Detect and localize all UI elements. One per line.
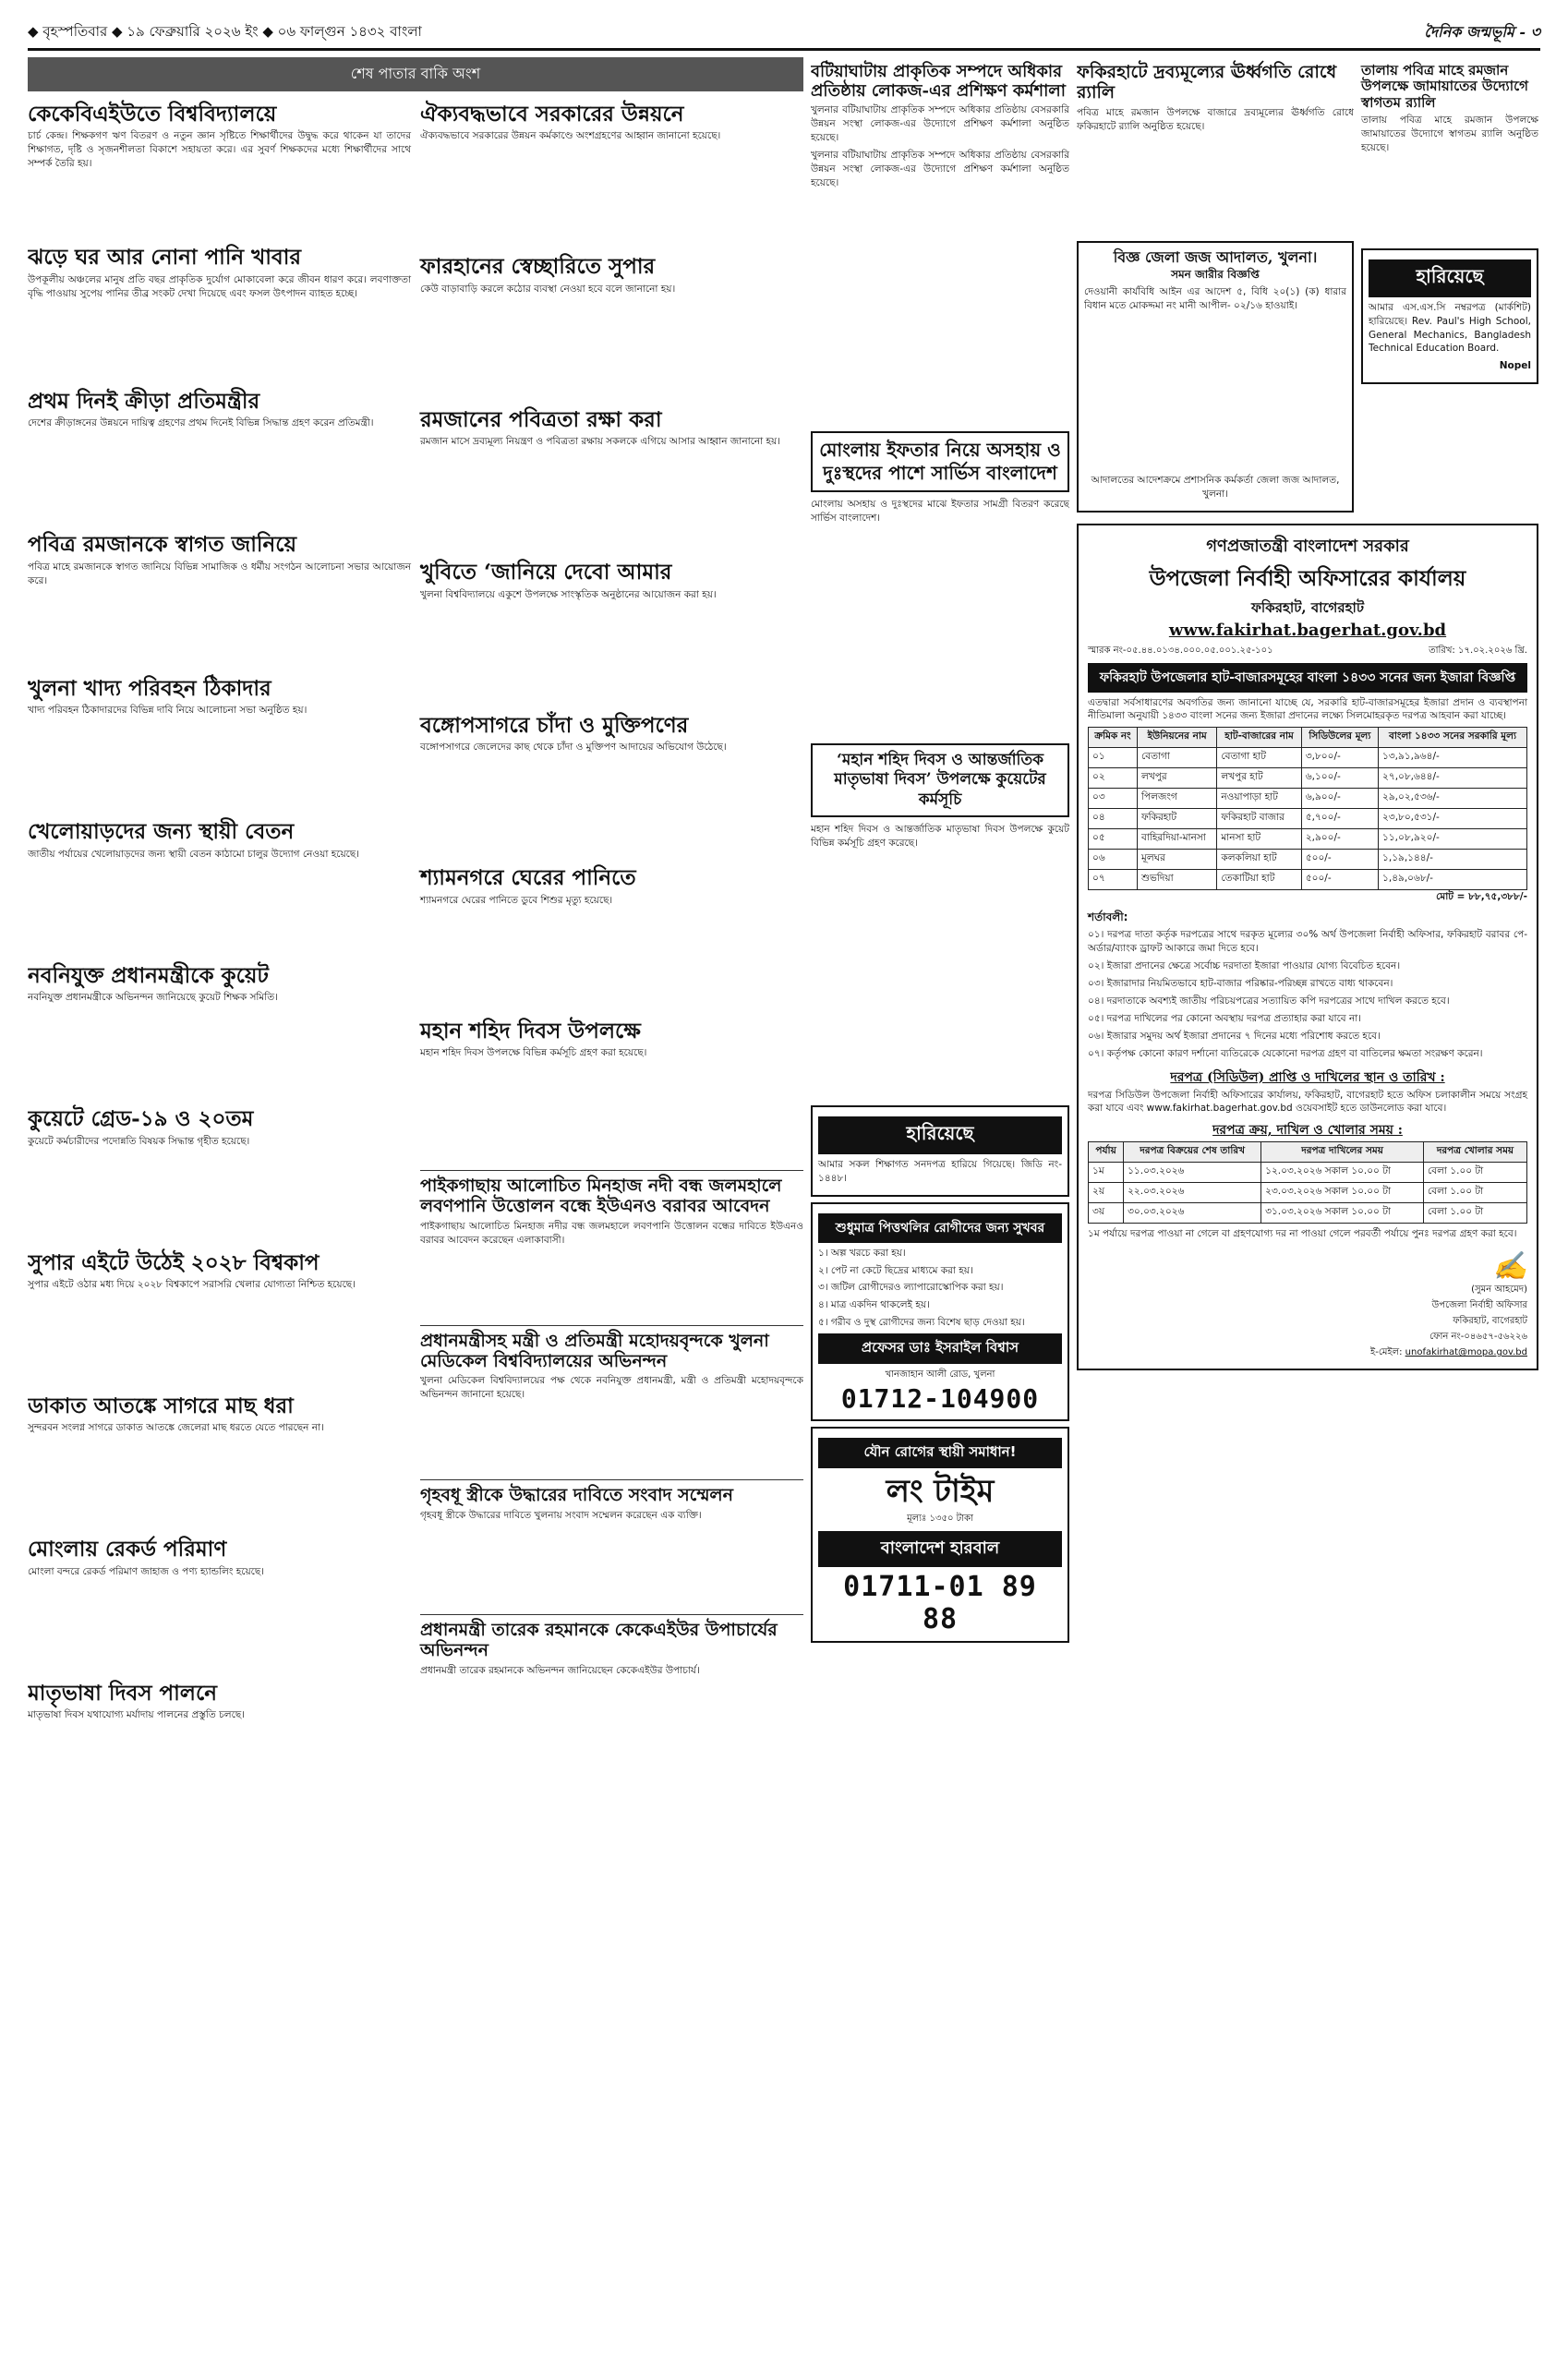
sign-title: উপজেলা নির্বাহী অফিসার xyxy=(1431,1300,1527,1311)
table-cell: ৫০০/- xyxy=(1301,850,1378,870)
article-body: মাতৃভাষা দিবস যথাযোগ্য মর্যাদায় পালনের প্রস্তুতি চলছে। xyxy=(28,1709,245,1721)
table-cell: বাহিরদিয়া-মানসা xyxy=(1138,829,1217,850)
table-header: দরপত্র খোলার সময় xyxy=(1423,1142,1526,1163)
herbal-ad xyxy=(811,1427,1069,1643)
table-row xyxy=(1089,829,1527,850)
lost-notice xyxy=(811,1105,1069,1197)
middle-column xyxy=(811,57,1069,1648)
table-cell: ১,৪৯,০৬৮/- xyxy=(1379,870,1527,890)
table-header: ক্রমিক নং xyxy=(1089,728,1138,748)
article-body: পবিত্র মাহে রমজান উপলক্ষে বাজারে দ্রব্যমূল্যের ঊর্ধ্বগতি রোধে ফকিরহাটে র‍্যালি অনুষ্ঠিত হয়েছে। xyxy=(1077,106,1354,132)
header-masthead: দৈনিক জন্মভূমি - ৩ xyxy=(1424,22,1540,41)
lost-notice-title: হারিয়েছে xyxy=(1369,259,1531,297)
article-body: খুলনার বটিয়াঘাটায় প্রাকৃতিক সম্পদে অধিকার প্রতিষ্ঠায় বেসরকারি উন্নয়ন সংস্থা লোকজ-এর উদ্যোগে প্রশিক্ষণ কর্মশালা অনুষ্ঠিত হয়েছে। xyxy=(811,104,1069,144)
term-item: ০৩। ইজারাদার নিয়মিতভাবে হাট-বাজার পরিষ্কার-পরিচ্ছন্ন রাখতে বাধ্য থাকবেন। xyxy=(1088,978,1393,990)
article-body: খুলনা মেডিকেল বিশ্ববিদ্যালয়ের পক্ষ থেকে নবনিযুক্ত প্রধানমন্ত্রী, মন্ত্রী ও প্রতিমন্ত্রী মহোদয়বৃন্দকে অভিনন্দন জানানো হয়েছে। xyxy=(420,1375,803,1401)
article-body: প্রধানমন্ত্রী তারেক রহমানকে অভিনন্দন জানিয়েছেন কেকেএইউর উপাচার্য। xyxy=(420,1664,700,1676)
section-banner: শেষ পাতার বাকি অংশ xyxy=(28,57,803,91)
table-cell: পিলজংগ xyxy=(1138,789,1217,809)
table-row xyxy=(1089,789,1527,809)
lost-notice-2 xyxy=(1361,248,1538,385)
article-headline: শ্যামনগরে ঘেরের পানিতে xyxy=(420,865,636,891)
table-cell: ০৩ xyxy=(1089,789,1138,809)
table-row xyxy=(1089,1203,1527,1224)
table-cell: ১১,০৮,৯২০/- xyxy=(1379,829,1527,850)
table-cell: ১১.০৩.২০২৬ xyxy=(1124,1163,1261,1183)
article-headline: ফকিরহাটে দ্রব্যমূল্যের ঊর্ধ্বগতি রোধে র‍্যালি xyxy=(1077,62,1337,103)
ad-line: ২। পেট না কেটে ছিদ্রের মাধ্যমে করা হয়। xyxy=(818,1264,973,1276)
table-row xyxy=(1089,1183,1527,1203)
right-column xyxy=(1077,57,1538,1370)
table-cell: বেতাগা xyxy=(1138,748,1217,768)
news-subcolumn-right xyxy=(420,97,803,1823)
email-label: ই-মেইল: xyxy=(1370,1347,1403,1358)
table-cell: ৫,৭০০/- xyxy=(1301,809,1378,829)
table-cell: ২৯,০২,৫৩৬/- xyxy=(1379,789,1527,809)
schedule-body: দরপত্র সিডিউল উপজেলা নির্বাহী অফিসারের কার্যালয়, ফকিরহাট, বাগেরহাট হতে অফিস চলাকালীন সময়ে সংগ্রহ করা যাবে এবং www.fakirhat.bagerhat.gov.bd ওয়েবসাইট হতে ডাউনলোড করা যাবে। xyxy=(1088,1089,1527,1115)
table-row xyxy=(1089,748,1527,768)
table-row xyxy=(1089,1163,1527,1183)
table-cell: নওয়াপাড়া হাট xyxy=(1217,789,1301,809)
table-cell: তেকাটিয়া হাট xyxy=(1217,870,1301,890)
closing-note: ১ম পর্যায়ে দরপত্র পাওয়া না গেলে বা গ্রহণযোগ্য দর না পাওয়া গেলে পরবর্তী পর্যায়ে পুনঃ দরপত্র গ্রহণ করা হবে। xyxy=(1088,1228,1517,1240)
table-cell: লখপুর হাট xyxy=(1217,768,1301,789)
article-headline: বঙ্গোপসাগরে চাঁদা ও মুক্তিপণের xyxy=(420,712,689,738)
table-cell: বেলা ১.০০ টা xyxy=(1423,1183,1526,1203)
article-body: পবিত্র মাহে রমজানকে স্বাগত জানিয়ে বিভিন্ন সামাজিক ও ধর্মীয় সংগঠন আলোচনা সভার আয়োজন করে। xyxy=(28,561,411,586)
article-body-cont: খুলনার বটিয়াঘাটায় প্রাকৃতিক সম্পদে অধিকার প্রতিষ্ঠায় বেসরকারি উন্নয়ন সংস্থা লোকজ-এর উদ্যোগে প্রশিক্ষণ কর্মশালা অনুষ্ঠিত হয়েছে। xyxy=(811,150,1069,188)
article-body: কুয়েটে কর্মচারীদের পদোন্নতি বিষয়ক সিদ্ধান্ত গৃহীত হয়েছে। xyxy=(28,1135,250,1147)
article-body: শ্যামনগরে ঘেরের পানিতে ডুবে শিশুর মৃত্যু হয়েছে। xyxy=(420,894,613,906)
table-cell: ২২.০৩.২০২৬ xyxy=(1124,1183,1261,1203)
divider xyxy=(420,1614,803,1615)
table-cell: ০৭ xyxy=(1089,870,1138,890)
memo-date: তারিখ: ১৭.০২.২০২৬ খ্রি. xyxy=(1429,645,1527,656)
article-headline: মহান শহিদ দিবস উপলক্ষে xyxy=(420,1018,641,1043)
ad-line: ৪। মাত্র একদিন থাকলেই হয়। xyxy=(818,1299,930,1311)
ad-phone: 01712-104900 xyxy=(840,1383,1040,1415)
article-headline: প্রধানমন্ত্রীসহ মন্ত্রী ও প্রতিমন্ত্রী মহোদয়বৃন্দকে খুলনা মেডিকেল বিশ্ববিদ্যালয়ের অভিনন্দন xyxy=(420,1330,769,1371)
table-cell: মূলঘর xyxy=(1138,850,1217,870)
article-body: দেশের ক্রীড়াঙ্গনের উন্নয়নে দায়িত্ব গ্রহণের প্রথম দিনেই বিভিন্ন সিদ্ধান্ত গ্রহণ করেন প্রতিমন্ত্রী। xyxy=(28,417,374,429)
ifter-news-box xyxy=(811,431,1069,492)
table-cell: ২,৯০০/- xyxy=(1301,829,1378,850)
article-body: মহান শহিদ দিবস উপলক্ষে বিভিন্ন কর্মসূচি গ্রহণ করা হয়েছে। xyxy=(420,1047,647,1059)
table-cell: ২৭,০৮,৬৪৪/- xyxy=(1379,768,1527,789)
terms-heading: শর্তাবলী: xyxy=(1088,911,1128,924)
table-cell: ১৩,৯১,৯৬৪/- xyxy=(1379,748,1527,768)
article-body: সুন্দরবন সংলগ্ন সাগরে ডাকাত আতঙ্কে জেলেরা মাছ ধরতে যেতে পারছেন না। xyxy=(28,1422,324,1434)
article-body: খাদ্য পরিবহন ঠিকাদারদের বিভিন্ন দাবি নিয়ে আলোচনা সভা অনুষ্ঠিত হয়। xyxy=(28,705,308,717)
tender-notice xyxy=(1077,524,1538,1371)
article-body: কেউ বাড়াবাড়ি করলে কঠোর ব্যবস্থা নেওয়া হবে বলে জানানো হয়। xyxy=(420,283,676,295)
article-body: উপকূলীয় অঞ্চলের মানুষ প্রতি বছর প্রাকৃতিক দুর্যোগ মোকাবেলা করে জীবন ধারণ করে। লবণাক্ততা বৃদ্ধি পাওয়ায় সুপেয় পানির তীব্র সংকট দেখা দিয়েছে এবং ফসল উৎপাদন ব্যাহত হচ্ছে। xyxy=(28,273,411,299)
article-headline: বটিয়াঘাটায় প্রাকৃতিক সম্পদে অধিকার প্রতিষ্ঠায় লোকজ-এর প্রশিক্ষণ কর্মশালা xyxy=(811,62,1066,101)
ad-company: বাংলাদেশ হারবাল xyxy=(818,1531,1062,1567)
email-link[interactable]: unofakirhat@mopa.gov.bd xyxy=(1405,1347,1527,1358)
gov-line3: ফকিরহাট, বাগেরহাট xyxy=(1250,598,1365,616)
article-headline: প্রধানমন্ত্রী তারেক রহমানকে কেকেএইউর উপাচার্যের অভিনন্দন xyxy=(420,1620,778,1661)
court-signature: আদালতের আদেশক্রমে প্রশাসনিক কর্মকর্তা জেলা জজ আদালত, খুলনা। xyxy=(1091,474,1340,500)
schedule-heading: দরপত্র (সিডিউল) প্রাপ্তি ও দাখিলের স্থান ও তারিখ : xyxy=(1170,1069,1445,1085)
article-headline: সুপার এইটে উঠেই ২০২৮ বিশ্বকাপ xyxy=(28,1249,320,1275)
term-item: ০৬। ইজারার সমুদয় অর্থ ইজারা প্রদানের ৭ দিনের মধ্যে পরিশোধ করতে হবে। xyxy=(1088,1030,1381,1042)
article-headline: পবিত্র রমজানকে স্বাগত জানিয়ে xyxy=(28,532,296,558)
table-cell: বেতাগা হাট xyxy=(1217,748,1301,768)
table-total: মোট = ৮৮,৭৫,৩৮৮/- xyxy=(1436,891,1527,903)
table-header: হাট-বাজারের নাম xyxy=(1217,728,1301,748)
main-news-column xyxy=(28,57,803,1823)
article-headline: ঝড়ে ঘর আর নোনা পানি খাবার xyxy=(28,245,302,271)
page-header xyxy=(28,17,1540,51)
article-headline: ডাকাত আতঙ্কে সাগরে মাছ ধরা xyxy=(28,1393,294,1418)
schedule-table xyxy=(1088,1141,1527,1224)
table-cell: ০২ xyxy=(1089,768,1138,789)
table-cell: লখপুর xyxy=(1138,768,1217,789)
article-body: গৃহবধূ স্ত্রীকে উদ্ধারের দাবিতে খুলনায় সংবাদ সম্মেলন করেছেন এক ব্যক্তি। xyxy=(420,1510,702,1522)
table-cell: ফকিরহাট xyxy=(1138,809,1217,829)
lost-notice-name: Nopel xyxy=(1499,360,1531,372)
ad-line: শুধুমাত্র পিত্তথলির রোগীদের জন্য সুখবর xyxy=(818,1213,1062,1243)
sign-phone: ফোন নং-০৪৬৫৭-৫৬২২৬ xyxy=(1429,1332,1527,1343)
article-headline: খেলোয়াড়দের জন্য স্থায়ী বেতন xyxy=(28,819,295,845)
table-row xyxy=(1089,768,1527,789)
signature-block xyxy=(1088,1250,1527,1361)
table-cell: ৩০.০৩.২০২৬ xyxy=(1124,1203,1261,1224)
table-cell: ১২.০৩.২০২৬ সকাল ১০.০০ টা xyxy=(1261,1163,1424,1183)
table-cell: ২য় xyxy=(1089,1183,1124,1203)
table-cell: ৬,৯০০/- xyxy=(1301,789,1378,809)
table-cell: ৩১.০৩.২০২৬ সকাল ১০.০০ টা xyxy=(1261,1203,1424,1224)
table-header: ইউনিয়নের নাম xyxy=(1138,728,1217,748)
article-headline: নবনিযুক্ত প্রধানমন্ত্রীকে কুয়েট xyxy=(28,962,269,988)
term-item: ০৫। দরপত্র দাখিলের পর কোনো অবস্থায় দরপত্র প্রত্যাহার করা যাবে না। xyxy=(1088,1012,1362,1024)
lost-notice-body: আমার সকল শিক্ষাগত সনদপত্র হারিয়ে গিয়েছে। জিডি নং- ১৪৪৮। xyxy=(818,1158,1062,1184)
table-cell: ২৩,৮০,৫৩১/- xyxy=(1379,809,1527,829)
article-body: রমজান মাসে দ্রব্যমূল্য নিয়ন্ত্রণ ও পবিত্রতা রক্ষায় সকলকে এগিয়ে আসার আহ্বান জানানো হয়। xyxy=(420,436,780,448)
table-cell: ফকিরহাট বাজার xyxy=(1217,809,1301,829)
term-item: ০৪। দরদাতাকে অবশ্যই জাতীয় পরিচয়পত্রের সত্যায়িত কপি দরপত্রের সাথে দাখিল করতে হবে। xyxy=(1088,995,1450,1007)
ad-line: ৫। গরীব ও দুস্থ রোগীদের জন্য বিশেষ ছাড় দেওয়া হয়। xyxy=(818,1317,1025,1329)
table-cell: ৫০০/- xyxy=(1301,870,1378,890)
buy-heading: দরপত্র ক্রয়, দাখিল ও খোলার সময় : xyxy=(1212,1123,1403,1139)
article-headline: প্রথম দিনই ক্রীড়া প্রতিমন্ত্রীর xyxy=(28,388,260,414)
ad-price: মূল্যঃ ১৩৫০ টাকা xyxy=(907,1513,973,1524)
court-body: দেওয়ানী কার্যবিধি আইন এর আদেশ ৫, বিধি ২০(১) (ক) ধারার বিধান মতে মোকদ্দমা নং মানী আপীল- ০২/১৬ হাওয়াই। xyxy=(1084,285,1346,311)
table-cell: বেলা ১.০০ টা xyxy=(1423,1203,1526,1224)
court-notice xyxy=(1077,241,1354,513)
lost-notice-body: আমার এস.এস.সি নম্বরপত্র (মার্কশিট) হারিয়েছে। Rev. Paul's High School, General Mechanics, Bangladesh Technical Education Board. xyxy=(1369,301,1531,355)
gov-line1: গণপ্রজাতন্ত্রী বাংলাদেশ সরকার xyxy=(1206,536,1409,556)
table-cell: শুভদিয়া xyxy=(1138,870,1217,890)
term-item: ০২। ইজারা প্রদানের ক্ষেত্রে সর্বোচ্চ দরদাতা ইজারা পাওয়ার যোগ্য বিবেচিত হবেন। xyxy=(1088,960,1401,972)
table-cell: ১,১৯,১৪৪/- xyxy=(1379,850,1527,870)
article-headline: ‘মহান শহিদ দিবস ও আন্তর্জাতিক মাতৃভাষা দিবস’ উপলক্ষে কুয়েটের কর্মসূচি xyxy=(834,751,1046,809)
table-header: বাংলা ১৪৩৩ সনের সরকারি মূল্য xyxy=(1379,728,1527,748)
term-item: ০৭। কর্তৃপক্ষ কোনো কারণ দর্শানো ব্যতিরেকে যেকোনো দরপত্র গ্রহণ বা বাতিলের ক্ষমতা সংরক্ষণ করেন। xyxy=(1088,1047,1483,1059)
divider xyxy=(420,1479,803,1480)
article-headline: রমজানের পবিত্রতা রক্ষা করা xyxy=(420,406,662,432)
tender-intro: এতদ্বারা সর্বসাধারণের অবগতির জন্য জানানো যাচ্ছে যে, সরকারি হাট-বাজারসমূহের ইজারা প্রদান ও ব্যবস্থাপনা নীতিমালা অনুযায়ী ১৪৩৩ বাংলা সনের জন্য ইজারা প্রদানের লক্ষ্যে সিলমোহরকৃত দরপত্র আহবান করা যাচ্ছে। xyxy=(1088,696,1527,722)
table-row xyxy=(1089,809,1527,829)
article-headline: খুলনা খাদ্য পরিবহন ঠিকাদার xyxy=(28,675,271,701)
article-body: জাতীয় পর্যায়ের খেলোয়াড়দের জন্য স্থায়ী বেতন কাঠামো চালুর উদ্যোগ নেওয়া হয়েছে। xyxy=(28,848,359,860)
table-cell: কলকলিয়া হাট xyxy=(1217,850,1301,870)
article-headline: গৃহবধূ স্ত্রীকে উদ্ধারের দাবিতে সংবাদ সম্মেলন xyxy=(420,1485,733,1506)
divider xyxy=(420,1170,803,1171)
sign-name: (সুমন আহমেদ) xyxy=(1471,1285,1527,1296)
table-cell: মানসা হাট xyxy=(1217,829,1301,850)
table-cell: ২৩.০৩.২০২৬ সকাল ১০.০০ টা xyxy=(1261,1183,1424,1203)
table-cell: ০৪ xyxy=(1089,809,1138,829)
article-body: খুলনা বিশ্ববিদ্যালয়ে একুশে উপলক্ষে সাংস্কৃতিক অনুষ্ঠানের আয়োজন করা হয়। xyxy=(420,588,717,600)
table-row xyxy=(1089,870,1527,890)
signature-mark: ✍ xyxy=(1492,1250,1527,1284)
news-subcolumn-left xyxy=(28,97,411,1823)
gov-website-link[interactable]: www.fakirhat.bagerhat.gov.bd xyxy=(1168,620,1447,640)
terms-list xyxy=(1088,928,1527,1060)
table-cell: ০৬ xyxy=(1089,850,1138,870)
article-headline: ফারহানের স্বেচ্ছারিতে সুপার xyxy=(420,254,656,280)
ad-address: খানজাহান আলী রোড, খুলনা xyxy=(885,1369,995,1381)
table-header: সিডিউলের মূল্য xyxy=(1301,728,1378,748)
table-cell: ০৫ xyxy=(1089,829,1138,850)
tala-article xyxy=(1361,57,1538,518)
table-cell: বেলা ১.০০ টা xyxy=(1423,1163,1526,1183)
rally-article xyxy=(1077,57,1354,518)
table-row xyxy=(1089,850,1527,870)
lost-notice-title: হারিয়েছে xyxy=(818,1116,1062,1154)
gov-line2: উপজেলা নির্বাহী অফিসারের কার্যালয় xyxy=(1149,565,1466,591)
table-header: দরপত্র দাখিলের সময় xyxy=(1261,1142,1424,1163)
kuet-program-box xyxy=(811,743,1069,817)
article-body: মোংলা বন্দরে রেকর্ড পরিমাণ জাহাজ ও পণ্য হ্যান্ডলিং হয়েছে। xyxy=(28,1565,264,1577)
ad-title: যৌন রোগের স্থায়ী সমাধান! xyxy=(818,1438,1062,1468)
article-headline: ঐক্যবদ্ধভাবে সরকারের উন্নয়নে xyxy=(420,102,684,127)
article-headline: মোংলায় রেকর্ড পরিমাণ xyxy=(28,1537,227,1562)
article-body: সুপার এইটে ওঠার মধ্য দিয়ে ২০২৮ বিশ্বকাপে সরাসরি খেলার যোগ্যতা নিশ্চিত হয়েছে। xyxy=(28,1278,356,1290)
table-header: পর্যায় xyxy=(1089,1142,1124,1163)
ad-brand: লং টাইম xyxy=(886,1473,995,1511)
article-headline: কুয়েটে গ্রেড-১৯ ও ২০তম xyxy=(28,1106,254,1132)
article-headline: খুবিতে ‘জানিয়ে দেবো আমার xyxy=(420,560,672,585)
article-headline: মোংলায় ইফতার নিয়ে অসহায় ও দুঃস্থদের পাশে সার্ভিস বাংলাদেশ xyxy=(819,439,1061,485)
article-body: বঙ্গোপসাগরে জেলেদের কাছ থেকে চাঁদা ও মুক্তিপণ আদায়ের অভিযোগ উঠেছে। xyxy=(420,742,727,754)
memo-number: স্মারক নং-০৫.৪৪.০১৩৪.০০০.০৫.০০১.২৫-১০১ xyxy=(1088,645,1273,656)
article-body: চার্চ কেন্দ্র। শিক্ষকগণ ঋণ বিতরণ ও নতুন জ্ঞান সৃষ্টিতে শিক্ষার্থীদের উদ্বুদ্ধ করে থাকেন যা তাদের শিক্ষাগত, দৃষ্টি ও সৃজনশীলতা বিকাশে সহায়তা করে। এর সুবর্ণ শিক্ষকদের মধ্যে শিক্ষার্থীদের সাথে সম্পর্ক তৈরি হয়। xyxy=(28,130,411,170)
table-cell: ০১ xyxy=(1089,748,1138,768)
article-body: মহান শহিদ দিবস ও আন্তর্জাতিক মাতৃভাষা দিবস উপলক্ষে কুয়েট বিভিন্ন কর্মসূচি গ্রহণ করেছে। xyxy=(811,823,1069,849)
article-body: ঐক্যবদ্ধভাবে সরকারের উন্নয়ন কর্মকাণ্ডে অংশগ্রহণের আহ্বান জানানো হয়েছে। xyxy=(420,130,721,142)
court-title: বিজ্ঞ জেলা জজ আদালত, খুলনা। xyxy=(1113,247,1318,266)
clinic-ad xyxy=(811,1202,1069,1422)
ad-line: ৩। জটিল রোগীদেরও ল্যাপারোস্কোপিক করা হয়। xyxy=(818,1282,1004,1294)
table-header: দরপত্র বিক্রয়ের শেষ তারিখ xyxy=(1124,1142,1261,1163)
term-item: ০১। দরপত্র দাতা কর্তৃক দরপত্রের সাথে দরকৃত মূল্যের ৩০% অর্থ উপজেলা নির্বাহী অফিসার, ফকিরহাট বরাবর পে-অর্ডার/ব্যাংক ড্রাফট আকারে জমা দিতে হবে। xyxy=(1088,929,1527,955)
market-table xyxy=(1088,727,1527,890)
sign-place: ফকিরহাট, বাগেরহাট xyxy=(1453,1316,1527,1327)
article-headline: মাতৃভাষা দিবস পালনে xyxy=(28,1680,217,1706)
table-cell: ৩য় xyxy=(1089,1203,1124,1224)
header-date: ◆ বৃহস্পতিবার ◆ ১৯ ফেব্রুয়ারি ২০২৬ ইং ◆ ০৬ ফাল্গুন ১৪৩২ বাংলা xyxy=(28,22,422,40)
article-body: তালায় পবিত্র মাহে রমজান উপলক্ষে জামায়াতের উদ্যোগে স্বাগতম র‍্যালি অনুষ্ঠিত হয়েছে। xyxy=(1361,114,1538,153)
table-cell: ৩,৮০০/- xyxy=(1301,748,1378,768)
ad-doctor: প্রফেসর ডাঃ ইসরাইল বিশ্বাস xyxy=(818,1333,1062,1364)
table-cell: ১ম xyxy=(1089,1163,1124,1183)
divider xyxy=(420,1325,803,1326)
article-body: নবনিযুক্ত প্রধানমন্ত্রীকে অভিনন্দন জানিয়েছে কুয়েট শিক্ষক সমিতি। xyxy=(28,992,278,1004)
ad-phone: 01711-01 89 88 xyxy=(843,1570,1037,1635)
article-headline: তালায় পবিত্র মাহে রমজান উপলক্ষে জামায়াতের উদ্যোগে স্বাগতম র‍্যালি xyxy=(1361,62,1528,111)
article-headline: কেকেবিএইউতে বিশ্ববিদ্যালয়ে xyxy=(28,102,277,127)
court-subtitle: সমন জারীর বিজ্ঞপ্তি xyxy=(1171,267,1260,281)
article-body: মোংলায় অসহায় ও দুঃস্থদের মাঝে ইফতার সামগ্রী বিতরণ করেছে সার্ভিস বাংলাদেশ। xyxy=(811,499,1069,524)
ad-line: ১। অল্প খরচে করা হয়। xyxy=(818,1247,906,1259)
tender-title: ফকিরহাট উপজেলার হাট-বাজারসমূহের বাংলা ১৪৩৩ সনের জন্য ইজারা বিজ্ঞপ্তি xyxy=(1088,663,1527,693)
article-headline: পাইকগাছায় আলোচিত মিনহাজ নদী বন্ধ জলমহালে লবণপানি উত্তোলন বন্ধে ইউএনও বরাবর আবেদন xyxy=(420,1176,782,1216)
article-body: পাইকগাছায় আলোচিত মিনহাজ নদীর বন্ধ জলমহালে লবণপানি উত্তোলন বন্ধের দাবিতে ইউএনও বরাবর আবেদন করেছেন এলাকাবাসী। xyxy=(420,1220,803,1246)
table-cell: ৬,১০০/- xyxy=(1301,768,1378,789)
